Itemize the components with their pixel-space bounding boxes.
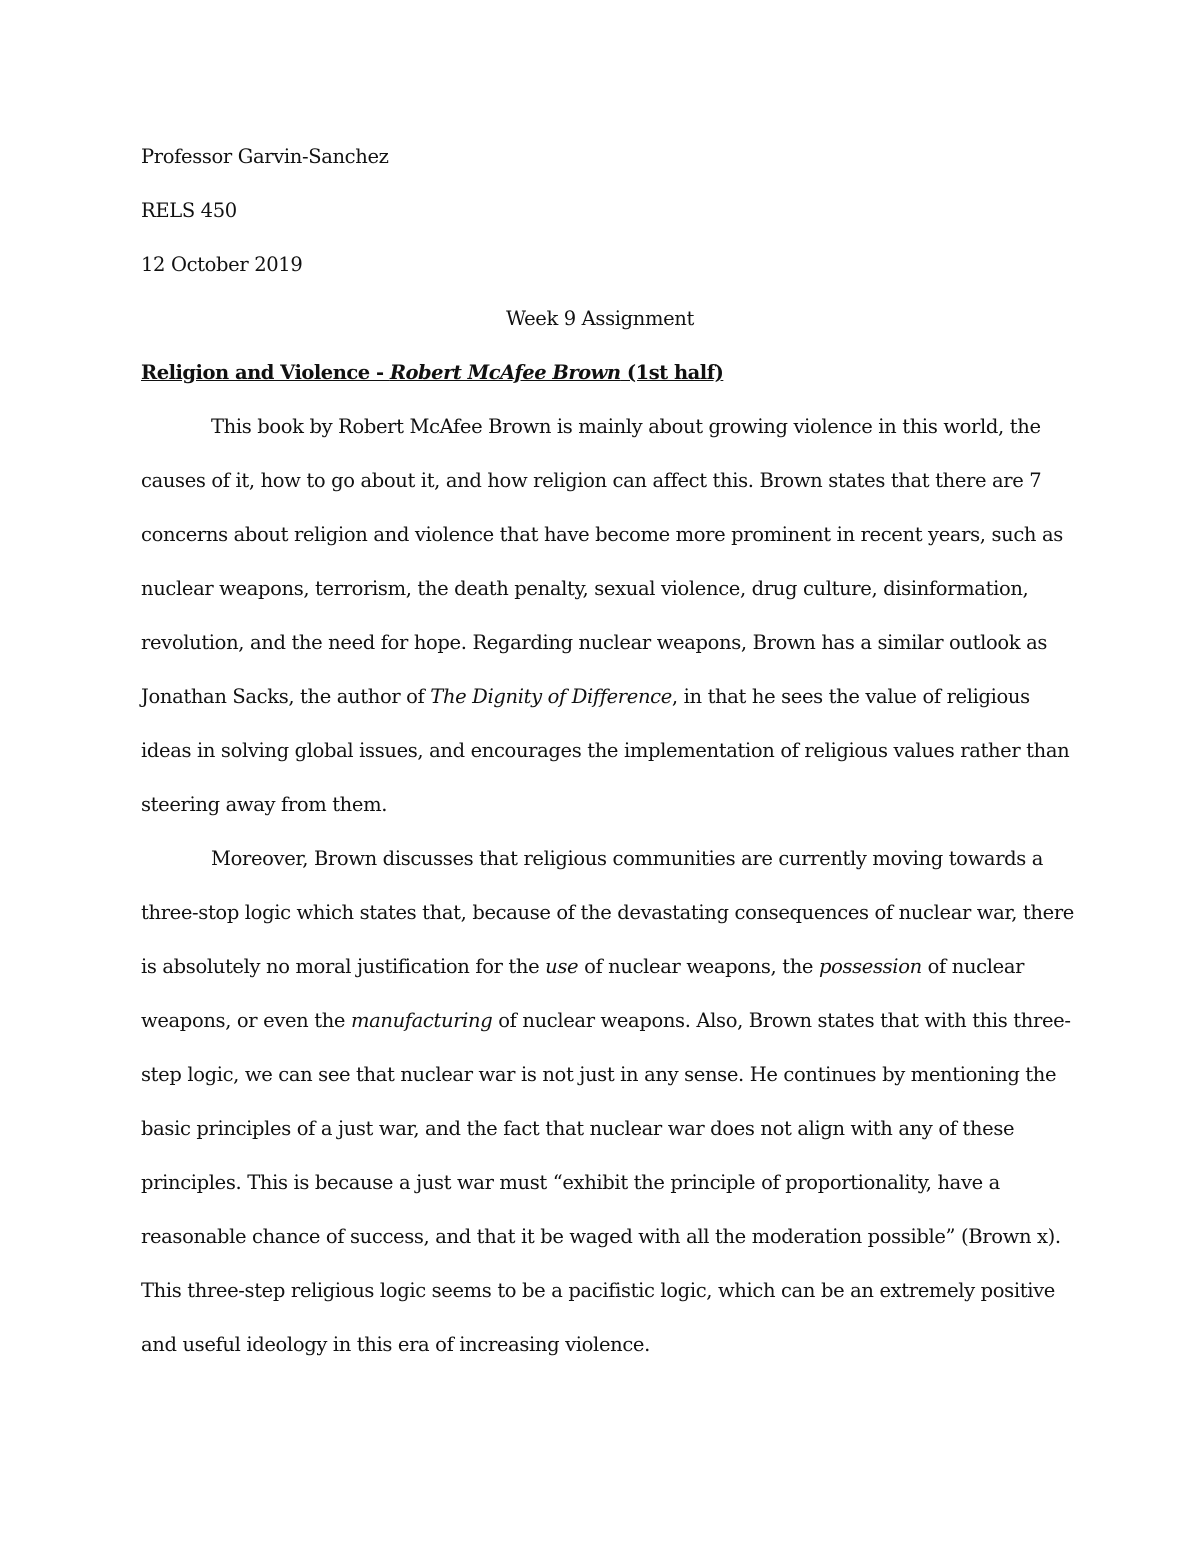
- paragraph-1-line-1: This book by Robert McAfee Brown is mainly about growing violence in this world, the: [211, 415, 1041, 438]
- p2-line3-text-b: of nuclear weapons, the: [578, 955, 819, 978]
- p1-line6-text-b: , in that he sees the value of religious: [671, 685, 1030, 708]
- paragraph-2-line-6: basic principles of a just war, and the fact that nuclear war does not align with any of these: [141, 1117, 1015, 1140]
- book-title: The Dignity of Difference: [430, 685, 672, 708]
- paragraph-2-line-3: [141, 952, 1061, 982]
- professor-name: Professor Garvin-Sanchez: [141, 145, 389, 168]
- date-line: 12 October 2019: [141, 253, 303, 276]
- heading-author: Robert McAfee Brown: [389, 361, 621, 384]
- section-heading: [141, 358, 1061, 388]
- paragraph-1-line-6: [141, 682, 1061, 712]
- p1-line6-text-a: Jonathan Sacks, the author of: [141, 685, 431, 708]
- p2-line4-text-a: weapons, or even the: [141, 1009, 351, 1032]
- document-title: Week 9 Assignment: [505, 307, 694, 330]
- paragraph-2-line-10: and useful ideology in this era of increasing violence.: [141, 1333, 650, 1356]
- paragraph-2-line-8: reasonable chance of success, and that it be waged with all the moderation possible” (Brown x).: [141, 1225, 1061, 1248]
- paragraph-2-line-4: [141, 1006, 1071, 1036]
- paragraph-2-line-1: Moreover, Brown discusses that religious communities are currently moving towards a: [211, 847, 1044, 870]
- paragraph-2-line-9: This three-step religious logic seems to be a pacifistic logic, which can be an extremely positive: [141, 1279, 1055, 1302]
- paragraph-1-line-3: concerns about religion and violence that have become more prominent in recent years, such as: [141, 523, 1063, 546]
- heading-prefix: Religion and Violence -: [141, 361, 390, 384]
- p2-line3-text-a: is absolutely no moral justification for the: [141, 955, 546, 978]
- heading-suffix: (1st half): [620, 361, 724, 384]
- paragraph-1-line-4: nuclear weapons, terrorism, the death penalty, sexual violence, drug culture, disinformation,: [141, 577, 1029, 600]
- paragraph-2-line-7: principles. This is because a just war must “exhibit the principle of proportionality, have a: [141, 1171, 1000, 1194]
- paragraph-1-line-5: revolution, and the need for hope. Regarding nuclear weapons, Brown has a similar outlook as: [141, 631, 1048, 654]
- paragraph-2-line-2: three-stop logic which states that, because of the devastating consequences of nuclear war, there: [141, 901, 1074, 924]
- paragraph-2-line-5: step logic, we can see that nuclear war is not just in any sense. He continues by mentioning the: [141, 1063, 1057, 1086]
- p2-line4-text-b: of nuclear weapons. Also, Brown states that with this three-: [492, 1009, 1071, 1032]
- paragraph-1-line-8: steering away from them.: [141, 793, 388, 816]
- paragraph-1-line-7: ideas in solving global issues, and encourages the implementation of religious values rather than: [141, 739, 1070, 762]
- emphasis-possession: possession: [818, 955, 922, 978]
- emphasis-use: use: [545, 955, 579, 978]
- course-code: RELS 450: [141, 199, 237, 222]
- paragraph-1-line-2: causes of it, how to go about it, and how religion can affect this. Brown states that there are 7: [141, 469, 1042, 492]
- emphasis-manufacturing: manufacturing: [350, 1009, 493, 1032]
- p2-line3-text-c: of nuclear: [921, 955, 1025, 978]
